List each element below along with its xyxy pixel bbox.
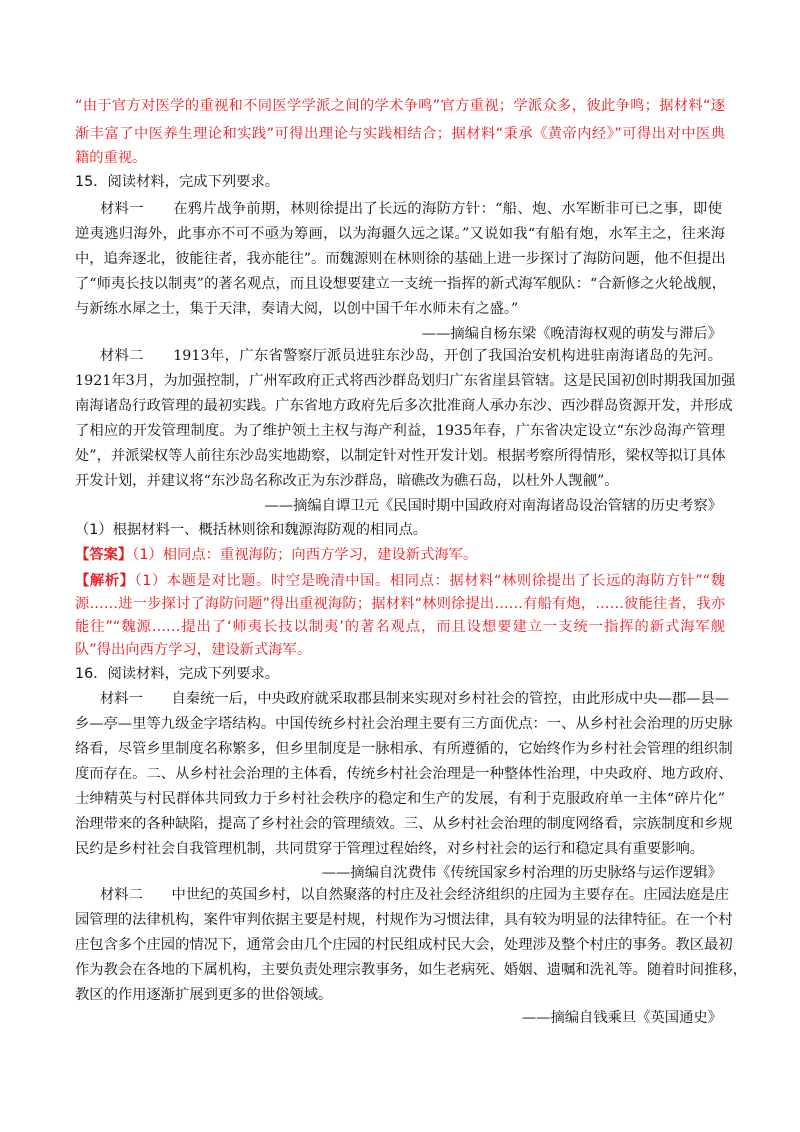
q15-answer bbox=[75, 545, 477, 565]
material-line: 处”，并派梁权等人前往东沙岛实地勘察，以制定针对性开发计划。根据考察所得情形，梁权等拟订具体 bbox=[75, 448, 726, 464]
material-line: 了“师夷长技以制夷”的著名观点，而且设想要建立一支统一指挥的新式海军舰队：“合新修之火轮战舰， bbox=[75, 276, 726, 292]
material-line: 材料一 在鸦片战争前期，林则徐提出了长远的海防方针：“船、炮、水军断非可已之事，即使 bbox=[100, 201, 722, 217]
material-line: 中，追奔逐北，彼能往者，我亦能往”。而魏源则在林则徐的基础上进一步探讨了海防问题，他不但提出 bbox=[75, 251, 726, 267]
material-line: 民约是乡村社会自我管理机制，共同贯穿于管理过程始终，对乡村社会的运行和稳定具有重要影响。 bbox=[75, 841, 705, 857]
analysis-line bbox=[75, 571, 725, 591]
material-line: 庄包含多个庄园的情况下，通常会由几个庄园的村民组成村民大会，处理涉及整个村庄的事务。教区最初 bbox=[75, 937, 733, 953]
material-line: 士绅精英与村民群体共同致力于乡村社会秩序的稳定和生产的发展，有利于克服政府单一主体“碎片化” bbox=[75, 791, 725, 807]
intro-answer-line: 籍的重视。 bbox=[75, 150, 147, 166]
material-line: 材料一 自秦统一后，中央政府就采取郡县制来实现对乡村社会的管控，由此形成中央—郡—县— bbox=[100, 691, 730, 707]
material-source: ——摘编自沈费伟《传统国家乡村治理的历史脉络与运作逻辑》 bbox=[321, 865, 722, 881]
material-line: 园管理的法律机构，案件审判依据主要是村规，村规作为习惯法律，具有较为明显的法律特征。在一个村 bbox=[75, 912, 733, 928]
q16-heading: 16．阅读材料，完成下列要求。 bbox=[75, 666, 280, 682]
material-source: ——摘编自杨东梁《晚清海权观的萌发与滞后》 bbox=[421, 326, 722, 342]
q15-question: （1）根据材料一、概括林则徐和魏源海防观的相同点。 bbox=[75, 522, 428, 538]
material-line: 络看，尽管乡里制度名称繁多，但乡里制度是一脉相承、有所遵循的，它始终作为乡村社会管理的组织制 bbox=[75, 741, 733, 757]
intro-answer-line: 渐丰富了中医养生理论和实践”可得出理论与实践相结合；据材料“秉承《黄帝内经》”可得出对中医典 bbox=[75, 126, 725, 142]
analysis-text: （1）本题是对比题。时空是晚清中国。相同点：据材料“林则徐提出了长远的海防方针”“魏 bbox=[134, 573, 725, 589]
answer-text: （1）相同点：重视海防；向西方学习，建设新式海军。 bbox=[132, 547, 478, 563]
material-line: 教区的作用逐渐扩展到更多的世俗领域。 bbox=[75, 987, 333, 1003]
material-source: ——摘编自谭卫元《民国时期中国政府对南海诸岛设治管辖的历史考察》 bbox=[264, 498, 722, 514]
material-line: 材料二 中世纪的英国乡村，以自然聚落的村庄及社会经济组织的庄园为主要存在。庄园法庭是庄 bbox=[100, 887, 730, 903]
material-line: 材料二 1913年，广东省警察厅派员进驻东沙岛，开创了我国治安机构进驻南海诸岛的先河。 bbox=[100, 348, 722, 364]
material-line: 开发计划，并建议将“东沙岛名称改正为东沙群岛，暗礁改为礁石岛，以杜外人觊觎”。 bbox=[75, 473, 619, 489]
intro-answer-line: “由于官方对医学的重视和不同医学学派之间的学术争鸣”官方重视；学派众多，彼此争鸣；据材料“逐 bbox=[75, 98, 725, 114]
q15-heading: 15．阅读材料，完成下列要求。 bbox=[75, 174, 280, 190]
material-line: 乡—亭—里等九级金字塔结构。中国传统乡村社会治理主要有三方面优点：一、从乡村社会治理的历史脉 bbox=[75, 716, 733, 732]
material-source: ——摘编自钱乘旦《英国通史》 bbox=[521, 1010, 722, 1026]
material-line: 与新练水犀之士，集于天津，奏请大阅，以创中国千年水师未有之盛。” bbox=[75, 301, 519, 317]
material-line: 南海诸岛行政管理的最初实践。广东省地方政府先后多次批准商人承办东沙、西沙群岛资源开发，并形成 bbox=[75, 398, 733, 414]
analysis-line: 源……进一步探讨了海防问题”得出重视海防；据材料“林则徐提出……有船有炮，……彼能往者，我亦 bbox=[75, 596, 725, 612]
material-line: 1921年3月，为加强控制，广州军政府正式将西沙群岛划归广东省崖县管辖。这是民国初创时期我国加强 bbox=[75, 373, 736, 389]
analysis-line: 能往”“魏源……提出了‘师夷长技以制夷’的著名观点，而且设想要建立一支统一指挥的新式海军舰 bbox=[75, 619, 725, 635]
material-line: 治理带来的各种缺陷，提高了乡村社会的管理绩效。三、从乡村社会治理的制度网络看，宗族制度和乡规 bbox=[75, 816, 733, 832]
analysis-line: 队”得出向西方学习，建设新式海军。 bbox=[75, 642, 312, 658]
answer-tag: 【答案】 bbox=[75, 547, 133, 563]
analysis-tag: 【解析】 bbox=[75, 573, 135, 589]
material-line: 作为教会在各地的下属机构，主要负责处理宗教事务，如生老病死、婚姻、遗嘱和洗礼等。随着时间推移， bbox=[75, 962, 747, 978]
material-line: 逆夷逃归海外，此事亦不可不亟为筹画，以为海疆久远之谋。”又说如我“有船有炮，水军主之，往来海 bbox=[75, 226, 725, 242]
material-line: 了相应的开发管理制度。为了维护领土主权与海产利益，1935年春，广东省决定设立“东沙岛海产管理 bbox=[75, 423, 725, 439]
material-line: 度而存在。二、从乡村社会治理的主体看，传统乡村社会治理是一种整体性治理，中央政府、地方政府、 bbox=[75, 766, 733, 782]
